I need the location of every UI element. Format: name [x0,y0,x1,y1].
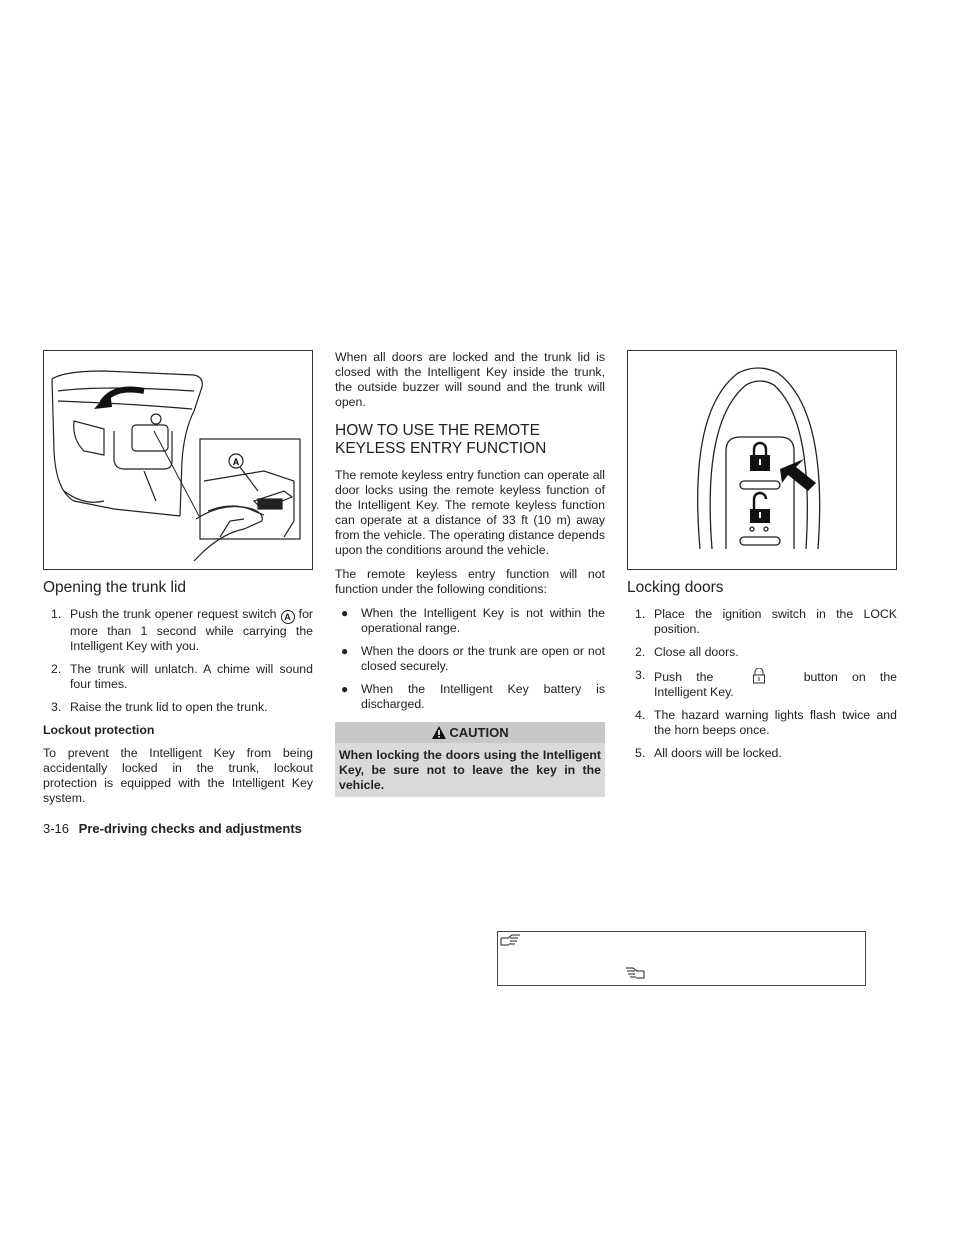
step-number: 1. [635,607,646,621]
step-number: 1. [51,607,62,621]
trunk-step-1 [43,607,313,654]
locking-step-1 [627,607,897,637]
column-left [43,350,313,815]
bullet-icon: ● [341,606,349,620]
step-text: Raise the trunk lid to open the trunk. [70,700,268,714]
step-number: 3. [635,668,646,682]
lockout-text: To prevent the Intelligent Key from being accidentally locked in the trunk, lockout protection is equipped with the Intelligent Key system. [43,746,313,805]
trunk-figure [43,350,313,570]
caution-text: When locking the doors using the Intelligent Key, be sure not to leave the key in the vehicle. [339,748,601,792]
column-middle [335,350,605,797]
column-right [627,350,897,769]
step-number: 3. [51,700,62,714]
list-item-text: When the Intelligent Key is not within the operational range. [361,606,605,635]
step-text: Place the ignition switch in the LOCK position. [654,607,897,636]
step-number: 5. [635,746,646,760]
caution-header [335,722,605,743]
locking-step-3 [627,668,897,700]
bullet-icon: ● [341,682,349,696]
navigation-box [497,931,866,986]
step-number: 2. [51,662,62,676]
step-text: The hazard warning lights flash twice and the horn beeps once. [654,708,897,737]
page-number: 3-16 [43,821,70,836]
list-item-text: When the Intelligent Key battery is discharged. [361,682,605,711]
locking-step-4 [627,708,897,738]
step-text: button on the Intelligent Key. [654,670,898,699]
trunk-step-3 [43,700,313,715]
trunk-step-2 [43,662,313,692]
step-text: Push the trunk opener request switch [70,607,277,621]
arrow-icon [780,459,816,491]
chapter-title: Pre-driving checks and adjustments [78,821,302,836]
switch-a-marker: A [281,610,295,624]
list-item [335,644,605,674]
trunk-steps [43,607,313,715]
trunk-illustration [44,351,312,569]
step-number: 2. [635,645,646,659]
intelligent-key-illustration [628,351,896,569]
lockout-heading: Lockout protection [43,723,155,737]
step-number: 4. [635,708,646,722]
step-text: All doors will be locked. [654,746,782,760]
list-item [335,606,605,636]
remote-keyless-heading: HOW TO USE THE REMOTE KEYLESS ENTRY FUNCTION [335,422,547,457]
locking-step-5 [627,746,897,761]
intelligent-key-figure [627,350,897,570]
section-title-opening-trunk: Opening the trunk lid [43,579,187,596]
caution-label: CAUTION [449,725,509,740]
lock-icon [750,443,770,471]
remote-para-2: The remote keyless entry function will not function under the following conditions: [335,567,605,596]
step-text: for more than 1 second while carrying the Intelligent Key with you. [70,607,314,653]
remote-para-1: The remote keyless entry function can operate all door locks using the remote keyless function of the Intelligent Key. The remote keyless function can operate at a distance of 33 ft (10 m) away from the vehicle. The operating distance depends upon the conditions around the vehicle. [335,468,605,557]
step-text: Close all doors. [654,645,739,659]
condition-list [335,606,605,712]
intro-text: When all doors are locked and the trunk lid is closed with the Intelligent Key inside the trunk, the outside buzzer will sound and the trunk will open. [335,350,605,409]
step-text: The trunk will unlatch. A chime will sound four times. [70,662,313,691]
figure-label-a: A [232,457,240,467]
warning-triangle-icon [431,725,447,740]
pointing-hand-icon[interactable] [625,967,645,979]
locking-step-2 [627,645,897,660]
list-item-text: When the doors or the trunk are open or not closed securely. [361,644,605,673]
unlock-icon [750,493,770,523]
section-title-locking-doors: Locking doors [627,579,724,596]
caution-box [335,722,605,797]
step-text: Push the [654,670,714,684]
locking-steps [627,607,897,761]
pointing-hand-icon[interactable] [500,933,522,947]
lock-button-icon [746,668,772,684]
page-footer [43,821,302,836]
bullet-icon: ● [341,644,349,658]
list-item [335,682,605,712]
